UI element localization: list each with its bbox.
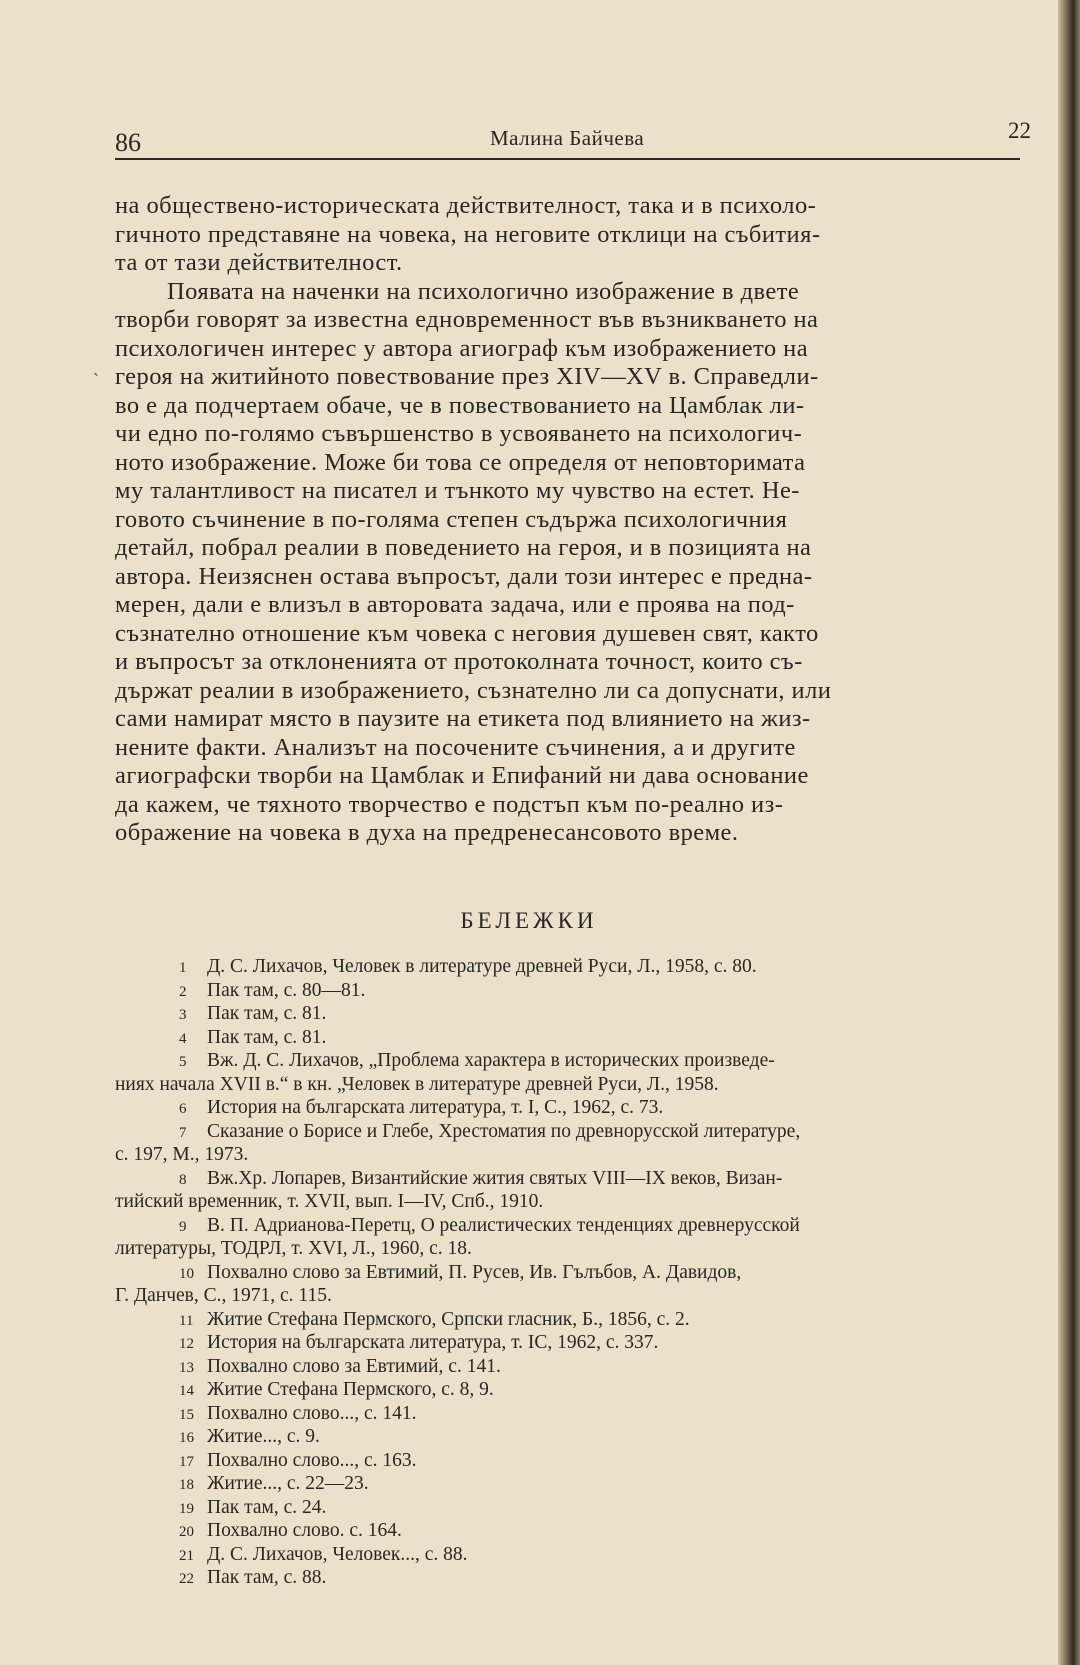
note-text: Житие..., с. 9. — [207, 1426, 320, 1447]
note-continuation: с. 197, М., 1973. — [115, 1144, 249, 1165]
page-edge — [1058, 0, 1080, 1665]
body-line: агиографски творби на Цамблак и Епифаний ни дава основание — [115, 762, 809, 789]
note-text: Пак там, с. 81. — [207, 1026, 327, 1048]
chapter-number: 22 — [1008, 118, 1031, 143]
body-line: мерен, дали е влизъл в авторовата задача, или е проява на под- — [115, 591, 795, 618]
note-item — [115, 979, 1035, 1003]
body-line: на обществено-историческата действителност, така и в психоло- — [115, 192, 817, 219]
body-line: творби говорят за известна едновременност във възникването на — [115, 306, 819, 333]
note-item — [115, 1214, 1035, 1238]
note-continuation: ниях начала XVII в.“ в кн. „Человек в литературе древней Руси, Л., 1958. — [115, 1073, 719, 1095]
body-line: държат реалии в изображението, съзнателно ли са допуснати, или — [115, 676, 832, 704]
body-line: нените факти. Анализът на посочените съчинения, а и другите — [115, 733, 796, 761]
margin-mark: ˎ — [93, 356, 99, 376]
body-line: и въпросът за отклоненията от протоколната точност, които съ- — [115, 648, 803, 675]
note-number: 11 — [179, 1312, 194, 1329]
body-line: во е да подчертаем обаче, че в повествованието на Цамблак ли- — [115, 391, 805, 419]
note-number: 18 — [179, 1477, 194, 1493]
note-item — [115, 1002, 1035, 1026]
note-continuation: литературы, ТОДРЛ, т. XVI, Л., 1960, с. 18. — [115, 1238, 472, 1259]
body-line: му талантливост на писател и тънкото му чувство на естет. Не- — [115, 477, 800, 504]
note-text: Пак там, с. 80—81. — [207, 979, 366, 1001]
body-line: детайл, побрал реалии в поведението на героя, и в позицията на — [115, 534, 812, 561]
note-item — [115, 1167, 1035, 1191]
note-text: История на българската литература, т. I, С., 1962, с. 73. — [207, 1097, 664, 1118]
notes-list — [115, 955, 1035, 1590]
note-item — [115, 1026, 1035, 1050]
note-item — [115, 955, 1035, 979]
body-line: та от тази действителност. — [115, 249, 403, 276]
note-continuation: тийский временник, т. XVII, вып. I—IV, Спб., 1910. — [115, 1191, 544, 1212]
note-item — [115, 1331, 1035, 1355]
note-number: 15 — [179, 1406, 194, 1423]
note-item — [115, 1049, 1035, 1073]
note-number: 14 — [179, 1383, 194, 1399]
note-number: 6 — [179, 1101, 187, 1117]
note-text: Житие Стефана Пермского, с. 8, 9. — [207, 1379, 494, 1400]
note-text: Пак там, с. 24. — [207, 1496, 327, 1518]
body-line: Появата на наченки на психологично изображение в двете — [167, 277, 800, 305]
body-line: ното изображение. Може би това се определя от неповторимата — [115, 448, 806, 476]
note-item — [115, 1308, 1035, 1332]
note-number: 8 — [179, 1171, 187, 1188]
note-text: Д. С. Лихачов, Человек в литературе древней Руси, Л., 1958, с. 80. — [207, 956, 757, 977]
body-line: гичното представяне на човека, на неговите отклици на събития- — [115, 220, 821, 248]
note-number: 21 — [179, 1547, 194, 1564]
note-item — [115, 1449, 1035, 1473]
note-item — [115, 1425, 1035, 1449]
note-text: Похвално слово..., с. 141. — [207, 1402, 417, 1424]
note-number: 9 — [179, 1218, 187, 1235]
note-item — [115, 1355, 1035, 1379]
note-text: Сказание о Борисе и Глебе, Хрестоматия по древнорусской литературе, — [207, 1120, 801, 1142]
body-line: героя на житийното повествование през XIV—XV в. Справедли- — [115, 363, 819, 390]
header-rule — [115, 158, 1020, 160]
body-line: съзнателно отношение към човека с неговия душевен свят, както — [115, 619, 819, 647]
note-text: Вж.Хр. Лопарев, Византийские жития святых VIII—IX веков, Визан- — [207, 1167, 783, 1189]
note-number: 10 — [179, 1265, 194, 1282]
note-number: 4 — [179, 1030, 187, 1047]
notes-heading: БЕЛЕЖКИ — [460, 908, 598, 933]
note-item — [115, 1378, 1035, 1402]
note-item — [115, 1566, 1035, 1590]
note-item — [115, 1402, 1035, 1426]
note-text: Житие..., с. 22—23. — [207, 1473, 369, 1494]
note-number: 13 — [179, 1359, 194, 1376]
note-number: 2 — [179, 983, 187, 1000]
note-text: Житие Стефана Пермского, Српски гласник, Б., 1856, с. 2. — [207, 1308, 690, 1330]
running-head-author: Малина Байчева — [490, 126, 645, 150]
note-text: История на българската литература, т. IС, 1962, с. 337. — [207, 1332, 659, 1353]
note-item — [115, 1261, 1035, 1285]
note-text: Похвално слово. с. 164. — [207, 1520, 402, 1541]
body-text — [115, 192, 1035, 848]
note-item — [115, 1496, 1035, 1520]
body-line: автора. Неизяснен остава въпросът, дали този интерес е предна- — [115, 562, 813, 590]
body-line: ображение на човека в духа на предренесансовото време. — [115, 819, 739, 846]
note-text: Пак там, с. 88. — [207, 1567, 327, 1588]
note-item — [115, 1472, 1035, 1496]
note-number: 20 — [179, 1524, 194, 1540]
note-number: 1 — [179, 960, 187, 976]
note-number: 16 — [179, 1430, 194, 1446]
note-number: 3 — [179, 1007, 187, 1023]
note-item — [115, 1519, 1035, 1543]
body-line: психологичен интерес у автора агиограф към изображението на — [115, 334, 809, 362]
note-number: 12 — [179, 1336, 194, 1352]
note-number: 22 — [179, 1571, 194, 1587]
note-text: В. П. Адрианова-Перетц, О реалистических тенденциях древнерусской — [207, 1214, 800, 1236]
note-item — [115, 1096, 1035, 1120]
note-item — [115, 1120, 1035, 1144]
note-item — [115, 1543, 1035, 1567]
note-number: 19 — [179, 1500, 194, 1517]
body-line: сами намират място в паузите на етикета под влиянието на жиз- — [115, 705, 811, 732]
body-line: да кажем, че тяхното творчество е подстъп към по-реално из- — [115, 790, 784, 818]
body-line: чи едно по-голямо съвършенство в усвояването на психологич- — [115, 420, 803, 447]
note-text: Похвално слово..., с. 163. — [207, 1449, 417, 1471]
note-text: Вж. Д. С. Лихачов, „Проблема характера в исторических произведе- — [207, 1050, 775, 1071]
note-continuation: Г. Данчев, С., 1971, с. 115. — [115, 1285, 332, 1306]
note-number: 5 — [179, 1054, 187, 1070]
body-line: говото съчинение в по-голяма степен съдържа психологичния — [115, 505, 788, 533]
note-text: Пак там, с. 81. — [207, 1003, 327, 1024]
running-header — [115, 118, 1035, 158]
note-text: Д. С. Лихачов, Человек..., с. 88. — [207, 1543, 468, 1565]
note-text: Похвално слово за Евтимий, с. 141. — [207, 1355, 501, 1377]
note-number: 17 — [179, 1453, 194, 1470]
note-number: 7 — [179, 1124, 187, 1141]
note-text: Похвално слово за Евтимий, П. Русев, Ив. Гълъбов, А. Давидов, — [207, 1261, 742, 1283]
page-number: 86 — [115, 128, 141, 157]
